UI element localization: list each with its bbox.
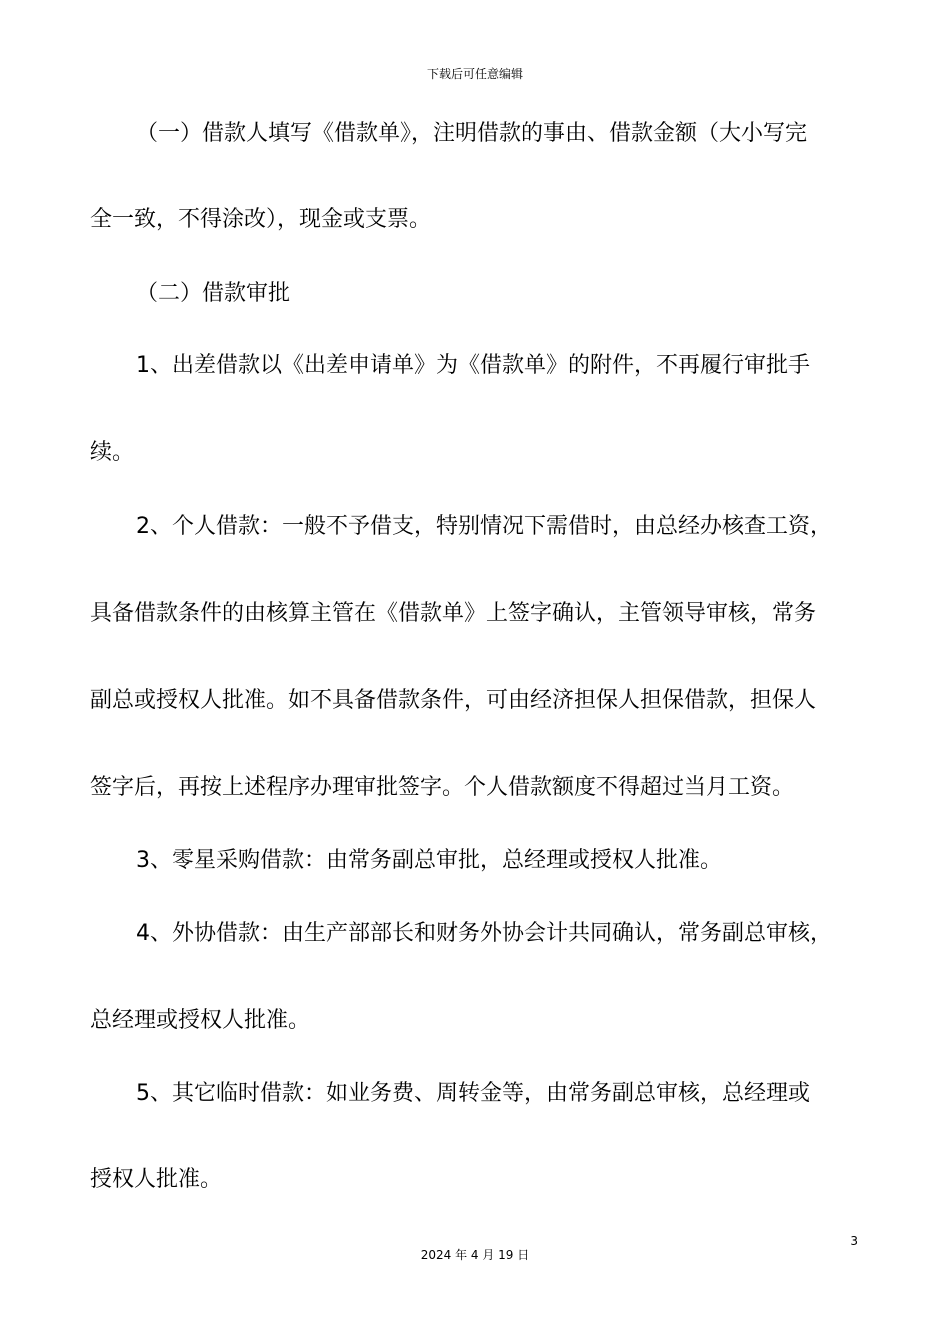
paragraph-line-6: 2、个人借款：一般不予借支，特别情况下需借时，由总经办核查工资， (136, 514, 832, 539)
paragraph-line-7: 具备借款条件的由核算主管在《借款单》上签字确认，主管领导审核，常务 (90, 601, 817, 626)
paragraph-line-11: 4、外协借款：由生产部部长和财务外协会计共同确认，常务副总审核， (136, 921, 832, 946)
page-header: 下载后可任意编辑 (426, 67, 523, 81)
paragraph-line-5: 续。 (90, 440, 135, 465)
paragraph-line-8: 副总或授权人批准。如不具备借款条件，可由经济担保人担保借款，担保人 (90, 688, 817, 713)
page-number: 3 (850, 1234, 858, 1248)
paragraph-line-12: 总经理或授权人批准。 (90, 1008, 311, 1033)
paragraph-line-1: （一）借款人填写《借款单》，注明借款的事由、借款金额（大小写完 (136, 121, 808, 146)
paragraph-line-2: 全一致，不得涂改），现金或支票。 (90, 207, 432, 232)
paragraph-line-4: 1、出差借款以《出差申请单》为《借款单》的附件，不再履行审批手 (136, 353, 810, 378)
paragraph-line-14: 授权人批准。 (90, 1167, 223, 1192)
paragraph-line-13: 5、其它临时借款：如业务费、周转金等，由常务副总审核，总经理或 (136, 1081, 810, 1106)
section-heading-loan-approval: （二）借款审批 (136, 281, 291, 306)
paragraph-line-10: 3、零星采购借款：由常务副总审批，总经理或授权人批准。 (136, 848, 722, 873)
paragraph-line-9: 签字后，再按上述程序办理审批签字。个人借款额度不得超过当月工资。 (90, 775, 795, 800)
page-footer-date: 2024 年 4 月 19 日 (420, 1248, 530, 1262)
